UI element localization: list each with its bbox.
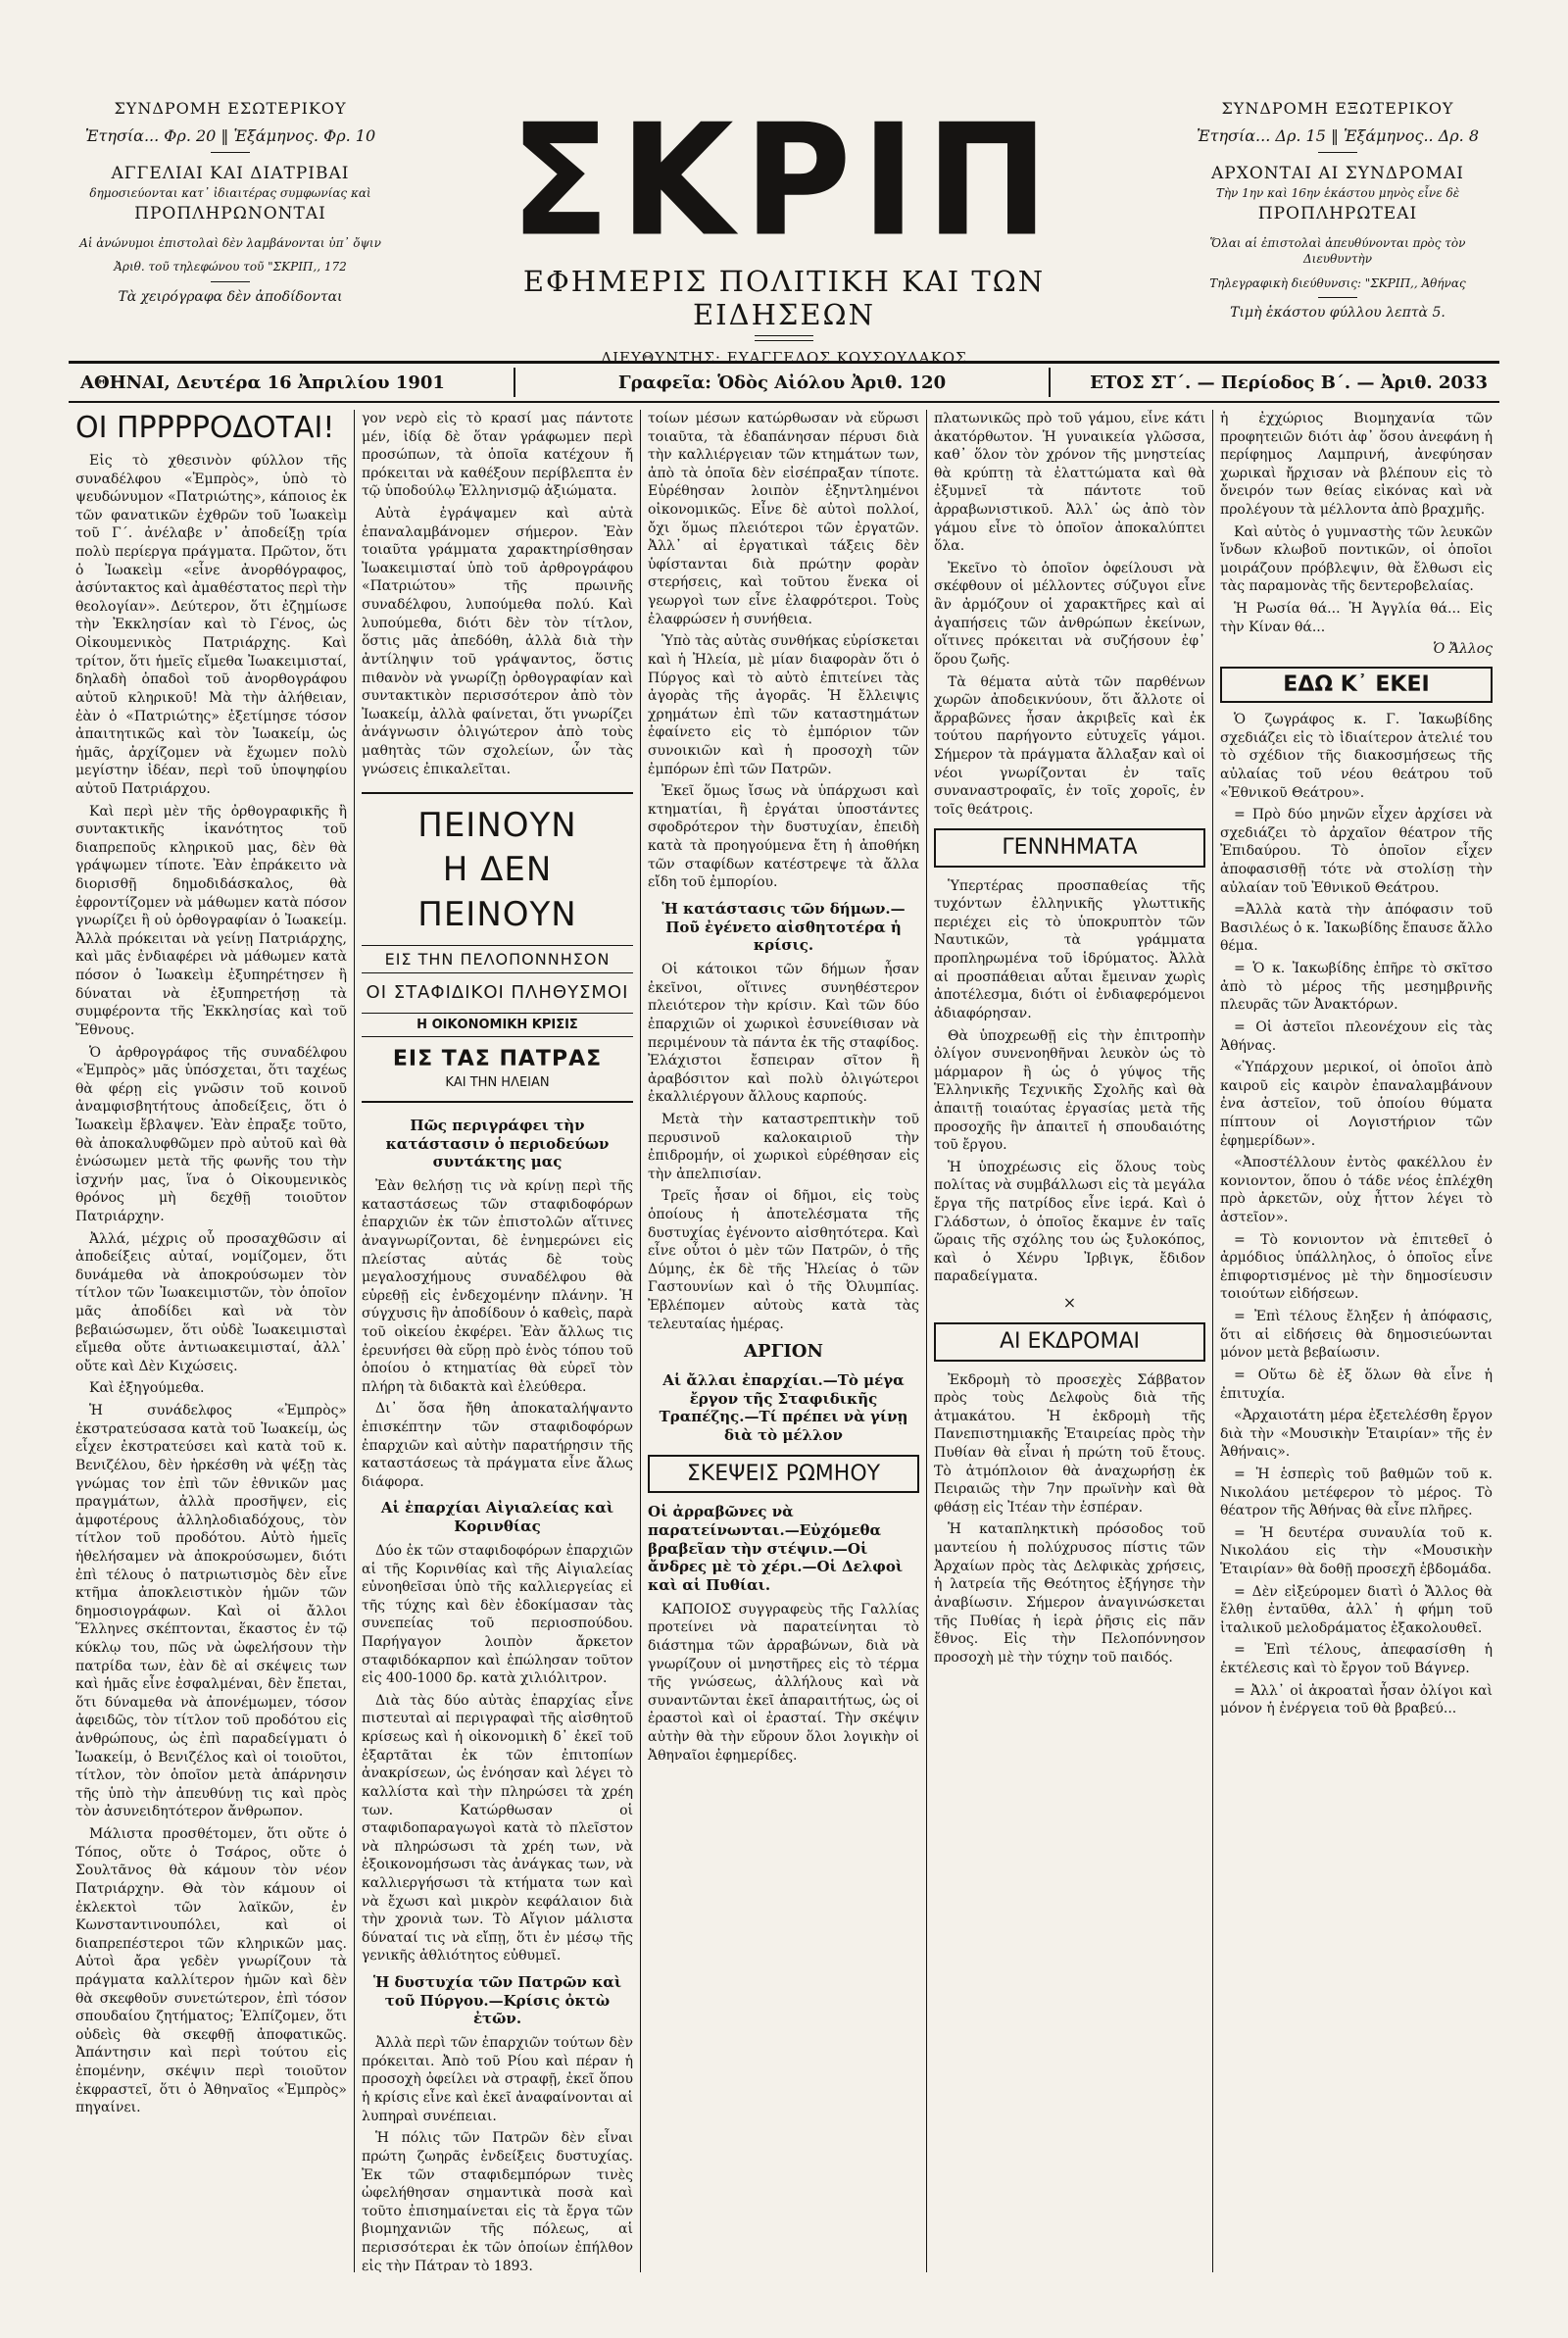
newspaper-subtitle: ΕΦΗΜΕΡΙΣ ΠΟΛΙΤΙΚΗ ΚΑΙ ΤΩΝ ΕΙΔΗΣΕΩΝ <box>522 265 1046 331</box>
article-paragraph: Εἰς τὸ χθεσινὸν φύλλον τῆς συναδέλφου «Ἐμπρὸς», ὑπὸ τὸ ψευδώνυμον «Πατριώτης», κάποιος ἐκ τῶν φανατικῶν ἐχθρῶν τοῦ Ἰωακεὶμ τοῦ Γ΄. ἀνέλαβε ν᾽ ἀποδείξῃ τρία πολὺ περίεργα πράγματα. Πρῶτον, ὅτι ὁ Ἰωακεὶμ «εἶνε ἀνορθόγραφος, ἀσύντακτος καὶ ἀμαθέστατος περὶ τὴν θεολογίαν». Δεύτερον, ὅτι ἐζημίωσε τὴν Ἐκκλησίαν καὶ τὸ Γένος, ὡς Οἰκουμενικὸς Πατριάρχης. Καὶ τρίτον, ὅτι ἡμεῖς εἴμεθα Ἰωακειμισταί, δηλαδὴ ὀπαδοὶ τοῦ ἀνορθογράφου αὐτοῦ κληρικοῦ! Μὰ τὴν ἀλήθειαν, ἐὰν ὁ «Πατριώτης» ἐξετίμησε τόσον ἀπαιτητικῶς καὶ τὸν Ἰωακείμ, ὡς ἡμᾶς, ἀρχίζομεν νὰ ἔχωμεν πολὺ μεγίστην ἰδέαν, περὶ τοῦ ὑποψηφίου αὐτοῦ Πατριάρχου. <box>75 453 347 797</box>
news-item: = Οἱ ἀστεῖοι πλεονέχουν εἰς τὰς Ἀθήνας. <box>1220 1019 1493 1054</box>
subscriptions-start-note: Τὴν 1ην καὶ 16ην ἑκάστου μηνὸς εἶνε δὲ <box>1215 186 1460 201</box>
headline-line: Η ΟΙΚΟΝΟΜΙΚΗ ΚΡΙΣΙΣ <box>362 1013 633 1037</box>
news-item: = Ἀλλ᾽ οἱ ἀκροαταὶ ἦσαν ὀλίγοι καὶ μόνον ἡ ἐνέργεια τοῦ θὰ βραβεύ... <box>1220 1682 1493 1717</box>
news-item: «Ἀρχαιοτάτη μέρα ἐξετελέσθη ἔργον διὰ τὴν «Μουσικὴν Ἑταιρίαν» τῆς ἐν Ἀθήναις». <box>1220 1408 1493 1461</box>
news-item: «Ἀποστέλλουν ἐντὸς φακέλλου ἐν κονιοντον, ὅπου ὁ τάδε νέος ἐπλέχθη πρὸ ἀρκετῶν, οὐχ ἦττον λέγει τὸ ἀστεῖον». <box>1220 1155 1493 1226</box>
foreign-subscription-title: ΣΥΝΔΡΟΜΗ ΕΞΩΤΕΡΙΚΟΥ <box>1221 99 1454 118</box>
prepaid-label: ΠΡΟΠΛΗΡΩΤΕΑΙ <box>1257 204 1418 224</box>
article-paragraph: γον νερὸ εἰς τὸ κρασί μας πάντοτε μέν, ἰδίᾳ δὲ ὅταν γράφωμεν περὶ προσώπων, τὰ ὁποῖα κατέχουν ἤ πρόκειται νὰ καθέξουν περίβλεπτα ἐν τῷ ὑποδούλῳ Ἑλληνισμῷ ἀξιώματα. <box>362 411 633 500</box>
article-paragraph: Ἡ καταπληκτικὴ πρόσοδος τοῦ μαντείου ἡ πολύχρυσος πίστις τῶν Ἀρχαίων πρὸς τὰς Δελφικὰς χρήσεις, ἡ λατρεία τῆς Θεότητος ἐξήγησε τὴν ἀναβίωσιν. Σήμερον ἀναγινώσκεται τῆς Πυθίας ἡ ἱερὰ ῥῆσις εἰς πᾶν ἔθνος. Εἰς τὴν Πελοπόννησον προσοχὴ μὲ τὴν τύχην τοῦ παιδός. <box>934 1521 1205 1666</box>
letters-note: Ὅλαι αἱ ἐπιστολαὶ ἀπευθύνονται πρὸς τὸν Διευθυντὴν <box>1209 236 1466 267</box>
news-item: = Οὕτω δὲ ἐξ ὅλων θὰ εἶνε ἡ ἐπιτυχία. <box>1220 1367 1493 1402</box>
article-paragraph: Ὁ ἀρθρογράφος τῆς συναδέλφου «Ἐμπρὸς» μᾶς ὑπόσχεται, ὅτι ταχέως θὰ φέρῃ εἰς γνῶσιν τοῦ κοινοῦ ἀναμφισβητήτους ἀποδείξεις, ὅτι ὁ Ἰωακεὶμ ἔβλαψεν. Ἐὰν ἐπραξε τοῦτο, θὰ ἀποκαλυφθῶμεν πρὸ αὐτοῦ καὶ θὰ ἐνώσωμεν μετὰ τῆς φωνῆς του τὴν ἰσχνήν μας, ἵνα ὁ Οἰκουμενικὸς θρόνος μὴ δεχθῇ τοιοῦτον Πατριάρχην. <box>75 1044 347 1224</box>
news-item: = Τὸ κονιοντον νὰ ἐπιτεθεῖ ὁ ἀρμόδιος ὑπάλληλος, ὁ ὁποῖος εἶνε ἐπιφορτισμένος μὲ τὴν δημοσίευσιν τοιούτων εἰδήσεων. <box>1220 1231 1493 1303</box>
divider <box>1318 297 1357 298</box>
manuscripts-note: Τὰ χειρόγραφα δὲν ἀποδίδονται <box>118 288 343 305</box>
article-paragraph: Αὐτὰ ἐγράψαμεν καὶ αὐτὰ ἐπαναλαμβάνομεν σήμερον. Ἐὰν τοιαῦτα γράμματα χαρακτηρίσθησαν Ἰωακειμισταί ὑπὸ τοῦ ἀρθρογράφου «Πατριώτου» τῆς πρωινῆς συναδέλφου, λυπούμεθα πολύ. Καὶ λυπούμεθα, διότι δὲν τὸν τίτλον, ὅστις μᾶς ἀπεδόθη, ἀλλὰ διὰ τὴν ἀντίληψιν τοῦ γράψαντος, ὅστις πιθανὸν νὰ γνωρίζῃ ὀρθογραφίαν καὶ συντακτικὸν περισσότερον ἀπὸ τὸν Ἰωακείμ, ἀλλὰ φαίνεται, ὅτι γνωρίζει ἀνάγνωσιν ὀλιγώτερον ἀπὸ τοὺς μαθητὰς τῶν σχολείων, ὧν τὰς γνώσεις ἐπικαλεῖται. <box>362 506 633 777</box>
article-paragraph: Δύο ἐκ τῶν σταφιδοφόρων ἐπαρχιῶν αἱ τῆς Κορινθίας καὶ τῆς Αἰγιαλείας εὐνοηθεῖσαι ὑπὸ τῆς καλλιεργείας εἰ τῆς τύχης καὶ δὲν ἐδοκίμασαν τὰς συνεπείας τοῦ περιοσπούδου. Παρήγαγον λοιπὸν ἄρκετον σταφιδόκαρπον καὶ ἐπώλησαν τοῦτον εἰς 400-1000 δρ. κατὰ χιλιόλιτρον. <box>362 1542 633 1687</box>
news-item: = Ὁ κ. Ἰακωβίδης ἐπῆρε τὸ σκῖτσο ἀπὸ τὸ μέρος τῆς μεσημβρινῆς πλευρᾶς τῶν Ἀνακτόρων. <box>1220 961 1493 1014</box>
column-1 <box>69 410 355 2272</box>
news-item: =Ἀλλὰ κατὰ τὴν ἀπόφασιν τοῦ Βασιλέως ὁ κ. Ἰακωβίδης ἔπαυσε ἄλλο θέμα. <box>1220 902 1493 955</box>
article-paragraph: Καὶ ἐξηγούμεθα. <box>89 1380 205 1397</box>
prepaid-label: ΠΡΟΠΛΗΡΩΝΟΝΤΑΙ <box>134 204 326 224</box>
article-paragraph: Ἡ ὑποχρέωσις εἰς ὅλους τοὺς πολίτας νὰ συμβάλλωσι εἰς τὰ μεγάλα ἔργα τῆς πατρίδος εἶνε ἱερά. Καὶ ὁ Γλάδστων, ὁ ὁποῖος ἔκαμνε ἐν ταῖς ὥραις τῆς σχόλης του ὡς ξυλοκόπος, καὶ ὁ Χένρυ Ἰρβιγκ, ἔδιδον παραδείγματα. <box>934 1159 1205 1285</box>
article-paragraph: Διὰ τὰς δύο αὐτὰς ἐπαρχίας εἶνε πιστευταὶ αἱ περιγραφαὶ τῆς αἰσθητοῦ κρίσεως καὶ ἡ οἰκονομικὴ δ᾽ ἐκεῖ τοῦ ἐξαρτᾶται ἐκ τῶν ἐπιτοπίων ἀνακρίσεων, ὡς ἐνόησαν καὶ λέγει τὸ καλλίστα καὶ τὴν πληρώσει τὰ χρέη των. Κατώρθωσαν οἱ σταφιδοπαραγωγοὶ κατὰ τὸ πλεῖστον νὰ πληρώσωσι τὰ χρέη των, νὰ ἐξοικονομήσωσι τὰς ἀνάγκας των, νὰ καλλιεργήσωσι τὰ κτήματα των καὶ νὰ ἔχωσι καὶ μικρὸν κεφάλαιον διὰ τὴν χρονιὰ των. Τὸ Αἴγιον μάλιστα δύναταί τις νὰ εἴπῃ, ὅτι ἐν μέσῳ τῆς γενικῆς ἀθλιότητος εὐθυμεῖ. <box>362 1692 633 1965</box>
subheading: Ἡ δυστυχία τῶν Πατρῶν καὶ τοῦ Πύργου.—Κρίσις ὀκτὼ ἐτῶν. <box>372 1972 622 2028</box>
divider <box>211 152 250 153</box>
issue-date: ΑΘΗΝΑΙ, Δευτέρα 16 Ἀπριλίου 1901 <box>80 372 445 393</box>
article-paragraph: Μάλιστα προσθέτομεν, ὅτι οὔτε ὁ Τόπος, οὔτε ὁ Τσάρος, οὔτε ὁ Σουλτᾶνος θὰ κάμουν τὸν νέον Πατριάρχην. Θὰ τὸν κάμουν οἱ ἐκλεκτοὶ τῶν λαϊκῶν, ἐν Κωνσταντινουπόλει, καὶ οἱ διαπρεπέστεροι τῶν κληρικῶν μας. Αὐτοὶ ἄρα γεδὲν γνωρίζουν τὰ πράγματα καλλίτερον ἡμῶν καὶ δὲν θὰ σκεφθοῦν συνετώτερον, ἐπὶ τόσον σπουδαίου ζητήματος; Ἐλπίζομεν, ὅτι οὐδεὶς θὰ σκεφθῇ ἀποφατικῶς. Ἀπάντησιν καὶ περὶ τούτου εἰς ἐπομένην, σκέψιν περὶ τοιοῦτον ἐκφραστεῖ, ὅτι ὁ Ἀθηναῖος «Ἐμπρὸς» πηγαίνει. <box>75 1826 347 2116</box>
article-paragraph: Τρεῖς ἦσαν οἱ δῆμοι, εἰς τοὺς ὁποίους ἡ ἀποτελέσματα τῆς δυστυχίας ἐγένοντο αἰσθητότερα. Καὶ εἶνε οὗτοι ὁ μὲν τῶν Πατρῶν, ὁ τῆς Δύμης, ἐκ δὲ τῆς Ἠλείας ὁ τῶν Γαστουνίων καὶ ὁ τῆς Ὀλυμπίας. Ἐβλέπομεν αὐτοὺς κατὰ τὰς τελευταίας ἡμέρας. <box>648 1188 919 1332</box>
ornament-divider <box>755 335 813 341</box>
headline-line: ΟΙ ΣΤΑΦΙΔΙΚΟΙ ΠΛΗΘΥΣΜΟΙ <box>366 982 629 1004</box>
article-paragraph: πλατωνικῶς πρὸ τοῦ γάμου, εἶνε κάτι ἀκατόρθωτον. Ἡ γυναικεία γλῶσσα, καθ᾽ ὅλον τὸν χρόνον τῆς μνηστείας θὰ κρύπτῃ τὰ ἐλαττώματα καὶ θὰ ἐξυμνεῖ τὰ πάντοτε τοῦ ἀρραβωνιστικοῦ. Ἀλλ᾽ ὡς ἀπὸ τὸν γάμου εἶνε τὸ ὁποῖον ἀποκαλύπτει ὅλα. <box>934 411 1205 555</box>
article-columns <box>69 410 1499 2272</box>
subheading: Αἱ ἄλλαι ἐπαρχίαι.—Τὸ μέγα ἔργον τῆς Σταφιδικῆς Τραπέζης.—Τί πρέπει νὰ γίνῃ διὰ τὸ μέλλον <box>659 1370 908 1445</box>
anonymous-letters-note: Αἱ ἀνώνυμοι ἐπιστολαὶ δὲν λαμβάνονται ὑπ᾽ ὄψιν <box>79 236 381 251</box>
column-3 <box>641 410 927 2272</box>
headline-line: ΕΙΣ ΤΗΝ ΠΕΛΟΠΟΝΝΗΣΟΝ <box>362 945 633 973</box>
article-paragraph: Τὰ θέματα αὐτὰ τῶν παρθένων χωρῶν ἀποδεικνύουν, ὅτι ἄλλοτε οἱ ἄρραβῶνες ἦσαν ἀκριβεῖς καὶ ἐκ τούτου παρήγοντο εὐτυχεῖς γάμοι. Σήμερον τὰ πράγματα ἄλλαξαν καὶ οἱ νέοι γνωρίζονται ἐν ταῖς συναναστροφαῖς, ἐν τοῖς χοροῖς, ἐν τοῖς θεάτροις. <box>934 673 1205 818</box>
news-item: = Ἐπὶ τέλους, ἀπεφασίσθη ἡ ἐκτέλεσις καὶ τὸ ἔργον τοῦ Βάγνερ. <box>1220 1642 1493 1677</box>
article-paragraph: Ἡ πόλις τῶν Πατρῶν δὲν εἶναι πρώτη ζωηρᾶς ἐνδείξεις δυστυχίας. Ἐκ τῶν σταφιδεμπόρων τινὲς ὠφελήθησαν σημαντικὰ ποσὰ καὶ τοῦτο ἐπισημαίνεται εἰς τὰ ἔργα τῶν βιομηχανιῶν τῆς πόλεως, αἱ περισσότεραι ἐκ τῶν ὁποίων ἐπήλθον εἰς τὴν Πάτραν τὸ 1893. <box>362 2130 633 2272</box>
news-item: Ὁ ζωγράφος κ. Γ. Ἰακωβίδης σχεδιάζει εἰς τὸ ἰδιαίτερον ἀτελιέ του τὸ σχέδιον τῆς διακοσμήσεως τῆς αὐλαίας τοῦ νέου θεάτρου τοῦ «Ἐθνικοῦ Θεάτρου». <box>1220 712 1493 801</box>
office-address: Γραφεῖα: Ὁδὸς Αἰόλου Ἀριθ. 120 <box>617 372 947 393</box>
subheading: Αἱ ἐπαρχίαι Αἰγιαλείας καὶ Κορινθίας <box>380 1499 614 1536</box>
article-paragraph: Ἡ συνάδελφος «Ἐμπρὸς» ἐκστρατεύσασα κατὰ τοῦ Ἰωακείμ, ὡς εἶχεν ἐκστρατεύσει καὶ κατὰ τοῦ κ. Βενιζέλου, δὲν ἠρκέσθη νὰ ψέξῃ τὰς γνώμας τον ἐπὶ τῶν ἐθνικῶν μας πραγμάτων, ἀλλὰ προσῆψεν, εἰς ἀμφοτέρους ἀλληλοδιαδόχους, τὸν τίτλον τοῦ προδότου. Αὐτὸ ἡμεῖς ἠθελήσαμεν νὰ ἀποκρούσωμεν, διότι ἐπὶ τέλους ὁ πατριωτισμὸς δὲν εἶνε κτῆμα ἀποκλειστικὸν ἡμῶν τῶν δημοσιογράφων. Καὶ οἱ ἄλλοι Ἕλληνες σκέπτονται, ἕκαστος ἐν τῷ κύκλῳ του, πῶς νὰ ὠφελήσουν τὴν πατρίδα των, ἐὰν δὲ αἱ σκέψεις των καὶ ἡμᾶς εἶνε ἐσφαλμέναι, δὲν ἔπεται, ὅτι δύναμεθα νὰ ἀπονέμωμεν, τόσον ἀφειδῶς, τὸν τίτλον τοῦ προδότου εἰς ἀνθρώπους, ὡς ἐπὶ παραδείγματι ὁ Ἰωακείμ, ὁ Βενιζέλος καὶ οἱ τοιοῦτοι, τίτλον, τὸν ὁποῖον μετὰ ἀπάρνησιν τῆς ὑπὸ τὴν ἀπευθύνῃ τις καὶ πρὸς τὸν ἀσυνειδητότερον ἄνθρωπον. <box>75 1403 347 1820</box>
divider <box>211 281 250 282</box>
news-item: = Δὲν εἰξεύρομεν διατὶ ὁ Ἄλλος θὰ ἔλθῃ ἐνταῦθα, ἀλλ᾽ ἡ φήμη τοῦ ἰταλικοῦ μελοδράματος ἐξακολουθεῖ. <box>1220 1583 1493 1636</box>
article-title: ΟΙ ΠΡΡΡΡΟΔΟΤΑΙ! <box>75 411 335 445</box>
divider <box>1318 152 1357 153</box>
news-item: = Ἡ ἑσπερὶς τοῦ βαθμῶν τοῦ κ. Νικολάου μετέφερον τὸ μέρος. Τὸ θέατρον τῆς Ἀθήνας θὰ εἶνε πλῆρες. <box>1220 1466 1493 1519</box>
article-paragraph: Ἐκεῖ ὅμως ἴσως νὰ ὑπάρχωσι καὶ κτηματίαι, ἢ ἐργάται ὑποστάντες σφοδρότερον τὴν δυστυχίαν, ἐπειδὴ κατὰ τὰ προηγούμενα ἔτη ἡ ἀποθήκη τῶν σταφίδων κατέστρεψε τὰ ἄλλα εἴδη τοῦ ἐμπορίου. <box>648 783 919 891</box>
article-paragraph: Ἐὰν θελήσῃ τις νὰ κρίνῃ περὶ τῆς καταστάσεως τῶν σταφιδοφόρων ἐπαρχιῶν ἐκ τῶν ἐπιστολῶν αἵτινες ἀναγνωρίζονται, δὲ ἐνημερώνει εἰς πλείστας αὐτάς δὲ τοὺς μεγαλοσχήμους συναδέλφου θὰ εὑρεθῇ εἰς ἐνδεχομένην πλάνην. Ἡ σύγχυσις ἣν ἀποδίδουν ὁ καθεὶς, παρὰ τοῦ οἰκείου ἐκφέρει. Ἐὰν ἄλλως τις ἐρευνήσει θὰ εὕρῃ πρὸ ἑνὸς τόπου τοῦ ὁποίου ὁ κτηματίας θὰ εὑρεῖ τὸν πλήρη τὰ διδακτὰ καὶ ἐλεύθερα. <box>362 1178 633 1395</box>
news-item: = Ἡ δευτέρα συναυλία τοῦ κ. Νικολάου εἰς τὴν «Μουσικὴν Ἑταιρίαν» θὰ δοθῇ προσεχῆ ἑβδομάδα. <box>1220 1524 1493 1577</box>
article-paragraph: Καὶ αὐτὸς ὁ γυμναστὴς τῶν λευκῶν ἴνδων κλωβοῦ ποντικῶν, οἱ ὁποῖοι μοιράζουν πρόβλεψιν, θὰ ἔλθωσι εἰς τὰς παραμονὰς τῆς δεντεροβελαίας. <box>1220 523 1493 595</box>
subscriptions-start-heading: ΑΡΧΟΝΤΑΙ ΑΙ ΣΥΝΔΡΟΜΑΙ <box>1211 164 1464 184</box>
article-paragraph: Ὑπὸ τὰς αὐτὰς συνθήκας εὑρίσκεται καὶ ἡ Ἠλεία, μὲ μίαν διαφορὰν ὅτι ὁ Πύργος καὶ τὸ αὐτὸ ἐπιτείνει τὰς ἀγορὰς τῆς ἀγορᾶς. Ἡ ἔλλειψις χρημάτων ἐπὶ τῶν καταστημάτων ἐφαίνετο εἰς τὸ ἐμπόριον τῶν συνοικιῶν καὶ ἡ προσοχὴ τῶν ἐμπόρων ἐπὶ τῶν Πατρῶν. <box>648 633 919 777</box>
article-paragraph: Ὑπερτέρας προσπαθείας τῆς τυχόντων ἐλληνικῆς γλωττικῆς περιέχει εἰς τὸ ὑποκρυπτὸν τῶν Ναυτικῶν, τὰ γράμματα προπληρωμένα τοῦ ἱδρύματος. Ἀλλὰ αἱ προσπάθειαι αὗται ἔμειναν χωρὶς ἀποτέλεσμα, διότι οἱ ἐνδιαφερόμενοι ἀδιαφόρησαν. <box>934 877 1205 1021</box>
section-title: ΕΔΩ Κ᾽ ΕΚΕΙ <box>1220 667 1493 703</box>
headline-line: ΠΕΙΝΟΥΝ <box>417 806 577 846</box>
director-line: ΔΙΕΥΘΥΝΤΗΣ: ΕΥΑΓΓΕΛΟΣ ΚΟΥΣΟΥΛΑΚΟΣ <box>601 349 967 367</box>
news-item: = Ἐπὶ τέλους ἔληξεν ἡ ἀπόφασις, ὅτι αἱ εἰδήσεις θὰ δημοσιεύωνται μόνον μετὰ βεβαίωσιν. <box>1220 1309 1493 1362</box>
newspaper-title: ΣΚΡΙΠ <box>510 91 1058 272</box>
ads-heading: ΑΓΓΕΛΙΑΙ ΚΑΙ ΔΙΑΤΡΙΒΑΙ <box>111 164 350 184</box>
article-paragraph: ἡ ἐχχώριος Βιομηχανία τῶν προφητειῶν διότι ἀφ᾽ ὅσου ἀνεφάνη ἡ περίφημος Λαμπρινή, ἀνεφύησαν χωρικαὶ ἤρχισαν νὰ βλέπουν εἰς τὸ ὄνειρόν των θείας εἰκόνας καὶ νὰ προλέγουν τὰ μέλλοντα ἀπὸ βραχμῆς. <box>1220 411 1493 519</box>
article-paragraph: Θὰ ὑποχρεωθῇ εἰς τὴν ἐπιτροπὴν ὀλίγον συνενοηθῆναι λευκὸν ὡς τὸ μάρμαρον ἢ ὡς ὁ γύψος τῆς Ἑλληνικῆς Τεχνικῆς Σχολῆς καὶ θὰ ἀπαιτῇ τοιαύτας ἐργασίας μετὰ τῆς προσοχῆς ἣν ἀπαιτεῖ ἡ σπουδαιότης τοῦ ἔργου. <box>934 1027 1205 1154</box>
article-signature: Ὁ Ἄλλος <box>1433 641 1493 658</box>
newspaper-page <box>69 91 1499 2284</box>
ads-note: δημοσιεύονται κατ᾽ ἰδιαιτέρας συμφωνίας καὶ <box>89 186 371 201</box>
article-paragraph: Ἀλλά, μέχρις οὗ προσαχθῶσιν αἱ ἀποδείξεις αὐταί, νομίζομεν, ὅτι δυνάμεθα νὰ ἀποκρούσωμεν τὸν τίτλον τῶν Ἰωακειμιστῶν, τὸν ὁποῖον μᾶς ἀποδίδει καὶ νὰ τὸν βεβαιώσωμεν, ὅτι οὐδὲ Ἰωακειμισταὶ εἴμεθα οὔτε ἀντιωακειμισταί, ἀλλ᾽ οὔτε καὶ Δὲν Κιχώσεις. <box>75 1230 347 1374</box>
section-title: ΣΚΕΨΕΙΣ ΡΩΜΗΟΥ <box>648 1455 919 1493</box>
news-item: = Πρὸ δύο μηνῶν εἶχεν ἀρχίσει νὰ σχεδιάζει τὸ ἀρχαῖον θέατρον τῆς Ἐπιδαύρου. Τὸ ὁποῖον εἶχεν ἀποφασισθῇ τότε νὰ στολίσῃ τὴν αὐλαίαν τοῦ Ἐθνικοῦ Θεάτρου. <box>1220 807 1493 896</box>
article-paragraph: Μετὰ τὴν καταστρεπτικὴν τοῦ περυσινοῦ καλοκαιριοῦ τὴν ἐπιδρομήν, οἱ χωρικοὶ εὑρέθησαν εἰς τὴν ἀπελπισίαν. <box>648 1111 919 1182</box>
subheading: Ἡ κατάστασις τῶν δήμων.—Ποῦ ἐγένετο αἰσθητοτέρα ἡ κρίσις. <box>662 899 906 955</box>
masthead <box>451 91 1117 367</box>
article-paragraph: Δι᾽ ὅσα ἤθη ἀποκαταλήψαντο ἐπισκέπτην τῶν σταφιδοφόρων ἐπαρχιῶν καὶ αὐτὴν παρατήρησιν τῆς καταστάσεως τὰ πράγματα εἶνε ἄλως διάφορα. <box>362 1401 633 1490</box>
headline-line: ΕΙΣ ΤΑΣ ΠΑΤΡΑΣ <box>392 1047 603 1072</box>
subheading: Οἱ ἀρραβῶνες νὰ παρατείνωνται.—Εὐχόμεθα βραβεῖαν τὴν στέψιν.—Οἱ ἄνδρες μὲ τὸ χέρι.—Οἱ Δελφοὶ καὶ αἱ Πυθίαι. <box>648 1503 904 1595</box>
section-title: ΑΙ ΕΚΔΡΟΜΑΙ <box>934 1322 1205 1361</box>
telegraph-address: Τηλεγραφικὴ διεύθυνσις: "ΣΚΡΙΠ,, Ἀθήνας <box>1209 275 1466 290</box>
article-paragraph: Οἱ κάτοικοι τῶν δήμων ἦσαν ἐκεῖνοι, οἵτινες συνηθέστερον πλειότερον τὴν κρίσιν. Καὶ τῶν δύο ἐπαρχιῶν οἱ χωρικοὶ ἐσυνείθισαν νὰ περιμένουν τὰ πάντα ἐκ τῆς σταφίδος. Ἐλάχιστοι ἔσπειραν σῖτον ἢ ἀραβόσιτον καὶ πολὺ ὀλιγώτεροι ἐκαλλιέργουν ἄλλους καρπούς. <box>648 962 919 1106</box>
article-paragraph: Ἐκδρομὴ τὸ προσεχὲς Σάββατον πρὸς τοὺς Δελφοὺς διὰ τῆς ἀτμακάτου. Ἡ ἐκδρομὴ τῆς Πανεπιστημιακῆς Ἑταιρείας πρὸς τὴν Πυθίαν θὰ εἶναι ἡ πρώτη τοῦ ἔτους. Τὸ ἀτμόπλοιον θὰ ἀναχωρήσῃ ἐκ Πειραιῶς τὴν 7ην πρωϊνὴν καὶ θὰ φθάσῃ εἰς Ἰτέαν τὴν ἑσπέραν. <box>934 1371 1205 1516</box>
issue-number: ΕΤΟΣ ΣΤ΄. — Περίοδος Β΄. — Ἀριθ. 2033 <box>1090 372 1488 393</box>
domestic-subscription-box <box>69 98 392 307</box>
column-5 <box>1213 410 1499 2272</box>
article-paragraph: Ἀλλὰ περὶ τῶν ἐπαρχιῶν τούτων δὲν πρόκειται. Ἀπὸ τοῦ Ρίου καὶ πέραν ἡ προσοχὴ ὀφείλει νὰ στραφῇ, ἐκεῖ ὅπου ἡ κρίσις εἶνε καὶ ἐκεῖ ἀναφαίνονται αἱ λυπηραὶ συνέπειαι. <box>362 2035 633 2124</box>
article-paragraph: Καὶ περὶ μὲν τῆς ὀρθογραφικῆς ἢ συντακτικῆς ἱκανότητος τοῦ διαπρεποῦς κληρικοῦ μας, δὲν θὰ γράψωμεν τίποτε. Ἐὰν ἐπράκειτο νὰ διορισθῇ δημοδιδάσκαλος, θὰ ἐφροντίζομεν νὰ μάθωμεν κατὰ πόσον γνωρίζει ἢ οὐ ὀρθογραφίαν ὁ Ἰωακείμ. Ἀλλὰ πρόκειται νὰ γείνῃ Πατριάρχης, καὶ μᾶς ἐνδιαφέρει νὰ μάθωμεν κατὰ πόσον ὁ Ἰωακεὶμ ἐξυπηρέτησεν ἢ δύναται νὰ ἐξυπηρετήσῃ τὰ συμφέροντα τῆς Ἐκκλησίας καὶ τοῦ Ἔθνους. <box>75 803 347 1038</box>
headline-line: ΚΑΙ ΤΗΝ ΗΛΕΙΑΝ <box>445 1074 550 1090</box>
issue-price: Τιμὴ ἑκάστου φύλλου λεπτὰ 5. <box>1230 304 1446 321</box>
date-bar <box>69 361 1499 403</box>
article-paragraph: τοίων μέσων κατώρθωσαν νὰ εὕρωσι τοιαῦτα, τὰ ἐδαπάνησαν πέρυσι διὰ τὴν καλλιέργειαν τῶν κτημάτων των, ἀπὸ τὰ ὁποῖα δὲν εἰσέπραξαν τίποτε. Εὑρέθησαν λοιπὸν ἐξηντλημένοι οἰκονομικῶς. Εἶνε δὲ αὐτοὶ πολλοί, ὄχι ὅμως πλειότεροι τῶν ἐργατῶν. Ἀλλ᾽ αἱ ἐργατικαὶ τάξεις δὲν ὑφίστανται διὰ πρώτην φορὰν στερήσεις, καὶ τοῦτου ἕνεκα οἱ γεωργοὶ των εἶνε ἐλαφρότεροι. Τοὺς ἐλαφρώσεν ἡ συνήθεια. <box>648 411 919 627</box>
article-paragraph: Ἡ Ρωσία θά... Ἡ Ἀγγλία θά... Εἰς τὴν Κίναν θά... <box>1220 601 1493 635</box>
section-title: ΓΕΝΝΗΜΑΤΑ <box>934 828 1205 867</box>
headline-box <box>362 792 633 1103</box>
domestic-subscription-prices: Ἐτησία... Φρ. 20 ‖ Ἑξάμηνος. Φρ. 10 <box>84 125 376 145</box>
section-separator: × <box>1062 1293 1077 1313</box>
foreign-subscription-prices: Ἐτησία... Δρ. 15 ‖ Ἑξάμηνος.. Δρ. 8 <box>1196 125 1480 145</box>
foreign-subscription-box <box>1176 98 1499 323</box>
column-4 <box>927 410 1213 2272</box>
article-paragraph: Ἐκεῖνο τὸ ὁποῖον ὀφείλουσι νὰ σκέφθουν οἱ μέλλοντες σύζυγοι εἶνε ἂν ἀρμόζουν οἱ χαρακτῆρες καὶ αἱ ἀγαπήσεις τῶν ἀνθρώπων ἐκείνων, οἵτινες πρόκειται νὰ συζήσουν ἐφ᾽ ὅρου ζωῆς. <box>934 560 1205 668</box>
domestic-subscription-title: ΣΥΝΔΡΟΜΗ ΕΣΩΤΕΡΙΚΟΥ <box>114 99 347 118</box>
news-item: «Ὑπάρχουν μερικοί, οἱ ὁποῖοι ἀπὸ καιροῦ εἰς καιρὸν ἐπαναλαμβάνουν ἐνα ἀστεῖον, τοῦ ὁποίου θύματα πίπτουν οἱ Λογιστήριον τῶν ἐφημερίδων». <box>1220 1060 1493 1149</box>
subheading: ΑΡΓΙΟΝ <box>744 1341 823 1363</box>
column-2 <box>355 410 641 2272</box>
headline-line: Η ΔΕΝ ΠΕΙΝΟΥΝ <box>417 850 577 934</box>
article-paragraph: ΚΑΠΟΙΟΣ συγγραφεὺς τῆς Γαλλίας προτείνει νὰ παρατείνηται τὸ διάστημα τῶν ἀρραβώνων, διὰ νὰ γνωρίζουν οἱ μνηστῆρες εἰς τὸ τέρμα τῆς γνώσεως, ἀλλήλους καὶ νὰ συναντῶνται ἐκεῖ ἀπαραιτήτως, ὡς οἱ ἐραστοὶ καὶ οἱ ἐρασταί. Τὴν σκέψιν αὐτὴν θὰ τὴν εὕρουν ὅλοι λογικὴν οἱ Ἀθηναῖοι ἐφημερίδες. <box>648 1601 919 1764</box>
phone-number: Ἀριθ. τοῦ τηλεφώνου τοῦ "ΣΚΡΙΠ,, 172 <box>114 260 347 274</box>
subheading: Πῶς περιγράφει τὴν κατάστασιν ὁ περιοδεύων συντάκτης μας <box>385 1116 610 1171</box>
